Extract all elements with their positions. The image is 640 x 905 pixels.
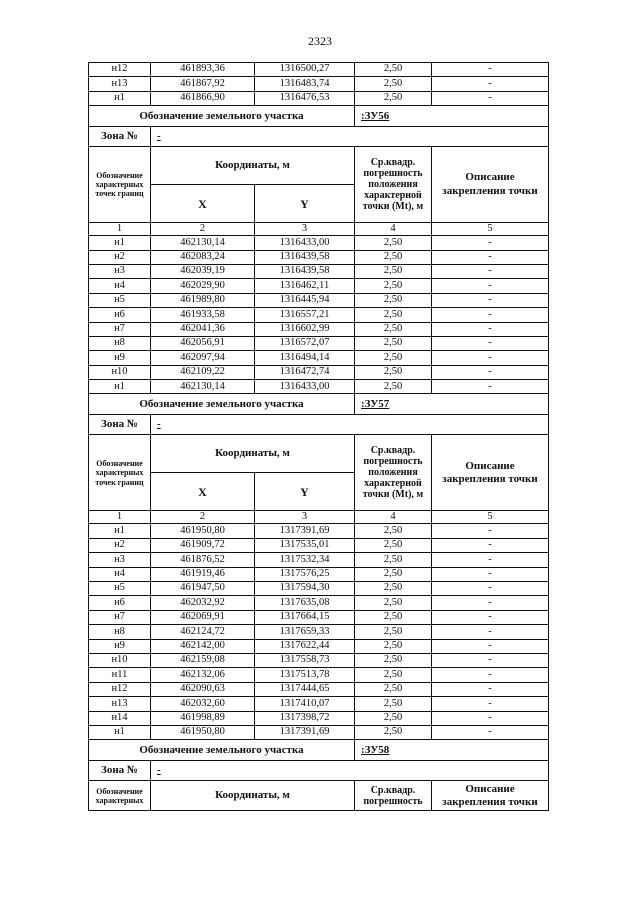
table-row [89,524,549,538]
point-name: н12 [89,63,151,77]
coord-x: 461998,89 [151,711,255,725]
header-accuracy: Ср.квадр. погрешность [355,781,432,811]
zone-value-text: - [157,418,161,431]
zone-value-text: - [157,764,161,777]
coord-x: 461909,72 [151,538,255,552]
coord-y: 1317513,78 [255,668,355,682]
accuracy-value: 2,50 [355,91,432,105]
coord-y: 1316439,58 [255,250,355,264]
table-row [89,596,549,610]
table-row [89,351,549,365]
accuracy-value: 2,50 [355,336,432,350]
plot-id-text: :ЗУ58 [361,743,390,756]
accuracy-value: 2,50 [355,77,432,91]
table-row [89,380,549,394]
accuracy-value: 2,50 [355,668,432,682]
coord-y: 1317622,44 [255,639,355,653]
table-row [89,336,549,350]
header-description: Описание закрепления точки [432,781,549,811]
coord-x: 462069,91 [151,610,255,624]
description-value: - [432,567,549,581]
coord-y: 1316476,53 [255,91,355,105]
coord-x: 462130,14 [151,380,255,394]
point-name: н8 [89,336,151,350]
coord-y: 1317558,73 [255,653,355,667]
column-index-row [89,511,549,524]
header-point-label: Обозначение характерных точек границ [89,147,151,223]
plot-id [355,394,549,415]
coord-x: 461950,80 [151,524,255,538]
coord-y: 1317391,69 [255,524,355,538]
column-index: 5 [432,223,549,236]
coord-y: 1316472,74 [255,365,355,379]
accuracy-value: 2,50 [355,639,432,653]
coord-y: 1317664,15 [255,610,355,624]
accuracy-value: 2,50 [355,322,432,336]
plot-label: Обозначение земельного участка [89,106,355,127]
point-name: н1 [89,236,151,250]
point-name: н2 [89,538,151,552]
accuracy-value: 2,50 [355,236,432,250]
coord-y: 1317659,33 [255,625,355,639]
plot-label: Обозначение земельного участка [89,740,355,761]
header-coords: Координаты, м [151,435,355,473]
table-row [89,610,549,624]
table-row [89,279,549,293]
point-name: н5 [89,293,151,307]
header-description: Описание закрепления точки [432,147,549,223]
coord-x: 462097,94 [151,351,255,365]
coord-x: 461866,90 [151,91,255,105]
accuracy-value: 2,50 [355,553,432,567]
point-name: н9 [89,351,151,365]
header-x: X [151,473,255,511]
coord-x: 462124,72 [151,625,255,639]
accuracy-value: 2,50 [355,610,432,624]
point-name: н8 [89,625,151,639]
point-name: н14 [89,711,151,725]
description-value: - [432,91,549,105]
coord-x: 462083,24 [151,250,255,264]
description-value: - [432,236,549,250]
table-row [89,293,549,307]
point-name: н6 [89,308,151,322]
coord-x: 462041,36 [151,322,255,336]
accuracy-value: 2,50 [355,524,432,538]
table-row [89,308,549,322]
coord-y: 1316494,14 [255,351,355,365]
coord-x: 462056,91 [151,336,255,350]
table-row [89,567,549,581]
table-row [89,639,549,653]
description-value: - [432,682,549,696]
accuracy-value: 2,50 [355,351,432,365]
table-row [89,236,549,250]
description-value: - [432,625,549,639]
description-value: - [432,279,549,293]
description-value: - [432,553,549,567]
description-value: - [432,77,549,91]
coord-x: 461947,50 [151,582,255,596]
accuracy-value: 2,50 [355,725,432,739]
coord-y: 1316483,74 [255,77,355,91]
table-row [89,322,549,336]
point-name: н10 [89,653,151,667]
table-row [89,538,549,552]
accuracy-value: 2,50 [355,596,432,610]
table-row [89,365,549,379]
coord-x: 461919,46 [151,567,255,581]
point-name: н4 [89,567,151,581]
accuracy-value: 2,50 [355,682,432,696]
table-row [89,625,549,639]
table-row [89,250,549,264]
accuracy-value: 2,50 [355,711,432,725]
coord-x: 462029,90 [151,279,255,293]
point-name: н11 [89,668,151,682]
coord-x: 461876,52 [151,553,255,567]
zone-label: Зона № [89,761,151,781]
plot-id [355,106,549,127]
point-name: н7 [89,610,151,624]
coord-y: 1317444,65 [255,682,355,696]
table-row [89,63,549,77]
header-coords: Координаты, м [151,147,355,185]
column-index: 3 [255,511,355,524]
accuracy-value: 2,50 [355,365,432,379]
coord-x: 462130,14 [151,236,255,250]
table-row [89,91,549,105]
coord-y: 1317532,34 [255,553,355,567]
accuracy-value: 2,50 [355,567,432,581]
point-name: н1 [89,91,151,105]
description-value: - [432,524,549,538]
description-value: - [432,351,549,365]
coord-y: 1316433,00 [255,236,355,250]
zone-value [151,761,549,781]
zone-value [151,127,549,147]
table-row [89,668,549,682]
accuracy-value: 2,50 [355,653,432,667]
description-value: - [432,725,549,739]
description-value: - [432,365,549,379]
accuracy-value: 2,50 [355,538,432,552]
description-value: - [432,582,549,596]
coord-x: 462159,08 [151,653,255,667]
header-accuracy: Ср.квадр. погрешность положения характерной точки (Mt), м [355,435,432,511]
column-index: 2 [151,511,255,524]
description-value: - [432,63,549,77]
accuracy-value: 2,50 [355,582,432,596]
point-name: н3 [89,264,151,278]
column-index: 1 [89,223,151,236]
table-row [89,553,549,567]
header-description: Описание закрепления точки [432,435,549,511]
point-name: н10 [89,365,151,379]
description-value: - [432,336,549,350]
accuracy-value: 2,50 [355,697,432,711]
coord-y: 1316557,21 [255,308,355,322]
description-value: - [432,322,549,336]
header-y: Y [255,473,355,511]
accuracy-value: 2,50 [355,264,432,278]
description-value: - [432,380,549,394]
column-index: 1 [89,511,151,524]
column-index: 2 [151,223,255,236]
coord-y: 1317635,08 [255,596,355,610]
point-name: н13 [89,77,151,91]
zone-value [151,415,549,435]
table-row [89,682,549,696]
coord-x: 462090,63 [151,682,255,696]
coord-x: 462132,06 [151,668,255,682]
coord-x: 461893,36 [151,63,255,77]
column-index: 4 [355,511,432,524]
accuracy-value: 2,50 [355,63,432,77]
coord-y: 1317535,01 [255,538,355,552]
point-name: н1 [89,725,151,739]
description-value: - [432,697,549,711]
point-name: н2 [89,250,151,264]
coord-x: 461933,58 [151,308,255,322]
header-point-label: Обозначение характерных [89,781,151,811]
point-name: н4 [89,279,151,293]
description-value: - [432,668,549,682]
coord-x: 461950,80 [151,725,255,739]
plot-id [355,740,549,761]
coord-y: 1316433,00 [255,380,355,394]
description-value: - [432,308,549,322]
point-name: н1 [89,380,151,394]
table-header-row [89,435,549,473]
table-row [89,77,549,91]
table-header-row [89,781,549,811]
table-row [89,653,549,667]
coord-y: 1317576,25 [255,567,355,581]
header-accuracy: Ср.квадр. погрешность положения характерной точки (Mt), м [355,147,432,223]
zone-label: Зона № [89,127,151,147]
coord-y: 1316572,07 [255,336,355,350]
header-coords: Координаты, м [151,781,355,811]
table-row [89,582,549,596]
accuracy-value: 2,50 [355,380,432,394]
table-row [89,697,549,711]
description-value: - [432,538,549,552]
accuracy-value: 2,50 [355,308,432,322]
plot-id-text: :ЗУ57 [361,397,390,410]
plot-title-row [89,106,549,127]
zone-row [89,415,549,435]
zone-value-text: - [157,130,161,143]
coord-x: 461989,80 [151,293,255,307]
description-value: - [432,639,549,653]
description-value: - [432,711,549,725]
header-point-label: Обозначение характерных точек границ [89,435,151,511]
plot-id-text: :ЗУ56 [361,109,390,122]
point-name: н6 [89,596,151,610]
description-value: - [432,596,549,610]
coord-y: 1316445,94 [255,293,355,307]
point-name: н13 [89,697,151,711]
plot-title-row [89,740,549,761]
column-index: 5 [432,511,549,524]
point-name: н7 [89,322,151,336]
plot-title-row [89,394,549,415]
table-row [89,725,549,739]
description-value: - [432,264,549,278]
plot-label: Обозначение земельного участка [89,394,355,415]
coordinates-table [88,62,549,811]
coord-x: 462039,19 [151,264,255,278]
column-index: 4 [355,223,432,236]
table-row [89,711,549,725]
accuracy-value: 2,50 [355,293,432,307]
description-value: - [432,653,549,667]
coord-x: 462032,60 [151,697,255,711]
column-index: 3 [255,223,355,236]
table-header-row [89,147,549,185]
coord-x: 462109,22 [151,365,255,379]
point-name: н12 [89,682,151,696]
coord-y: 1317594,30 [255,582,355,596]
column-index-row [89,223,549,236]
coord-x: 462032,92 [151,596,255,610]
point-name: н9 [89,639,151,653]
coord-y: 1317410,07 [255,697,355,711]
coord-y: 1316500,27 [255,63,355,77]
zone-row [89,127,549,147]
accuracy-value: 2,50 [355,250,432,264]
coord-y: 1317398,72 [255,711,355,725]
zone-row [89,761,549,781]
accuracy-value: 2,50 [355,625,432,639]
description-value: - [432,293,549,307]
point-name: н1 [89,524,151,538]
header-y: Y [255,185,355,223]
page-number: 2323 [308,34,332,48]
table-row [89,264,549,278]
zone-label: Зона № [89,415,151,435]
coord-y: 1316439,58 [255,264,355,278]
point-name: н5 [89,582,151,596]
coord-y: 1316602,99 [255,322,355,336]
coord-x: 461867,92 [151,77,255,91]
coord-y: 1317391,69 [255,725,355,739]
header-x: X [151,185,255,223]
point-name: н3 [89,553,151,567]
coord-x: 462142,00 [151,639,255,653]
description-value: - [432,250,549,264]
accuracy-value: 2,50 [355,279,432,293]
description-value: - [432,610,549,624]
coord-y: 1316462,11 [255,279,355,293]
